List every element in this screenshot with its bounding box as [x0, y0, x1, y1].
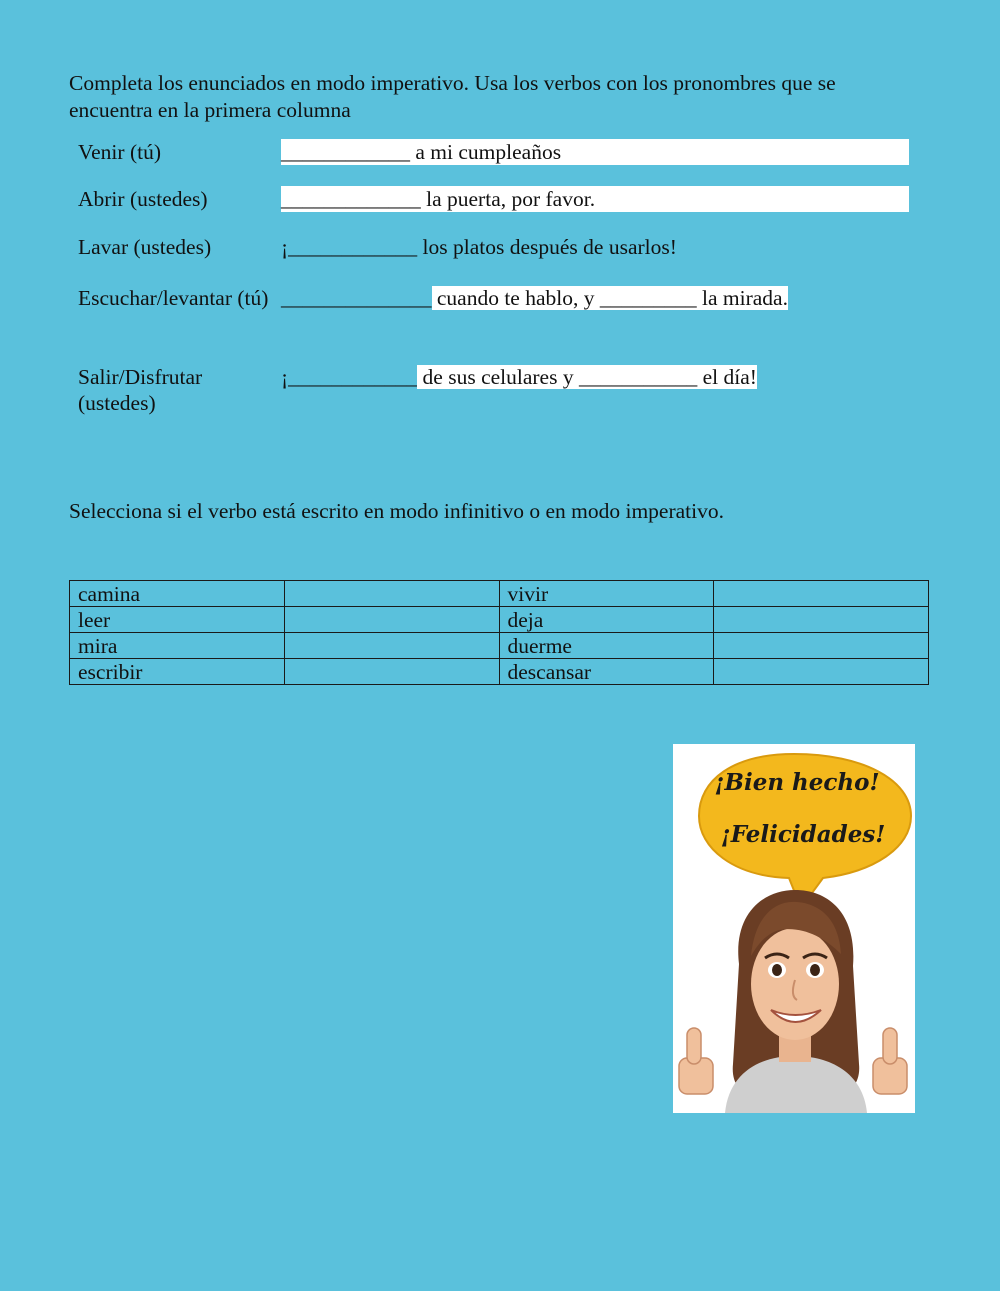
sentence-text: ¡____________ los platos después de usarlos!: [281, 235, 677, 259]
sentence-text: _____________ la puerta, por favor.: [281, 187, 596, 211]
blank[interactable]: ______________: [281, 286, 432, 310]
answer-field[interactable]: [281, 139, 909, 165]
answer-cell[interactable]: [284, 581, 499, 607]
table-row: [70, 607, 929, 633]
verb-prompt: Abrir (ustedes): [78, 187, 208, 211]
bubble-line-2: ¡Felicidades!: [720, 821, 886, 848]
verb-cell: deja: [499, 607, 714, 633]
answer-cell[interactable]: [284, 607, 499, 633]
verb-cell: escribir: [70, 659, 285, 685]
table-row: [70, 581, 929, 607]
thumbs-up-right: [873, 1028, 907, 1094]
answer-cell[interactable]: [284, 659, 499, 685]
table-row: [70, 633, 929, 659]
verb-prompt: Venir (tú): [78, 140, 161, 164]
verb-cell: vivir: [499, 581, 714, 607]
verb-prompt: Lavar (ustedes): [78, 235, 212, 259]
answer-cell[interactable]: [284, 633, 499, 659]
answer-cell[interactable]: [714, 581, 929, 607]
verb-cell: camina: [70, 581, 285, 607]
verb-cell: mira: [70, 633, 285, 659]
bubble-line-1: ¡Bien hecho!: [714, 769, 880, 796]
thumbs-up-left: [679, 1028, 713, 1094]
verb-cell: leer: [70, 607, 285, 633]
blank[interactable]: ¡____________: [281, 365, 418, 389]
sentence-text: ____________ a mi cumpleaños: [281, 140, 562, 164]
verb-prompt: Escuchar/levantar (tú): [78, 286, 269, 310]
answer-field[interactable]: [281, 234, 677, 260]
face: [751, 928, 839, 1040]
verb-cell: duerme: [499, 633, 714, 659]
answer-cell[interactable]: [714, 633, 929, 659]
congrats-sticker: [673, 744, 915, 1113]
verb-cell: descansar: [499, 659, 714, 685]
table-row: [70, 659, 929, 685]
answer-cell[interactable]: [714, 607, 929, 633]
instruction-select-mode: Selecciona si el verbo está escrito en modo infinitivo o en modo imperativo.: [69, 499, 724, 523]
answer-field[interactable]: [281, 285, 788, 311]
sentence-text: cuando te hablo, y _________ la mirada.: [431, 286, 788, 310]
answer-field[interactable]: [281, 186, 909, 212]
sentence-text: de sus celulares y ___________ el día!: [417, 365, 757, 389]
answer-field[interactable]: [281, 364, 757, 390]
avatar-illustration: [673, 744, 915, 1113]
instruction-complete-sentences: Completa los enunciados en modo imperativo. Usa los verbos con los pronombres que se encuentra en la primera columna: [69, 71, 836, 122]
answer-cell[interactable]: [714, 659, 929, 685]
verb-prompt: Salir/Disfrutar (ustedes): [78, 365, 203, 415]
verb-mode-table: [69, 580, 929, 685]
